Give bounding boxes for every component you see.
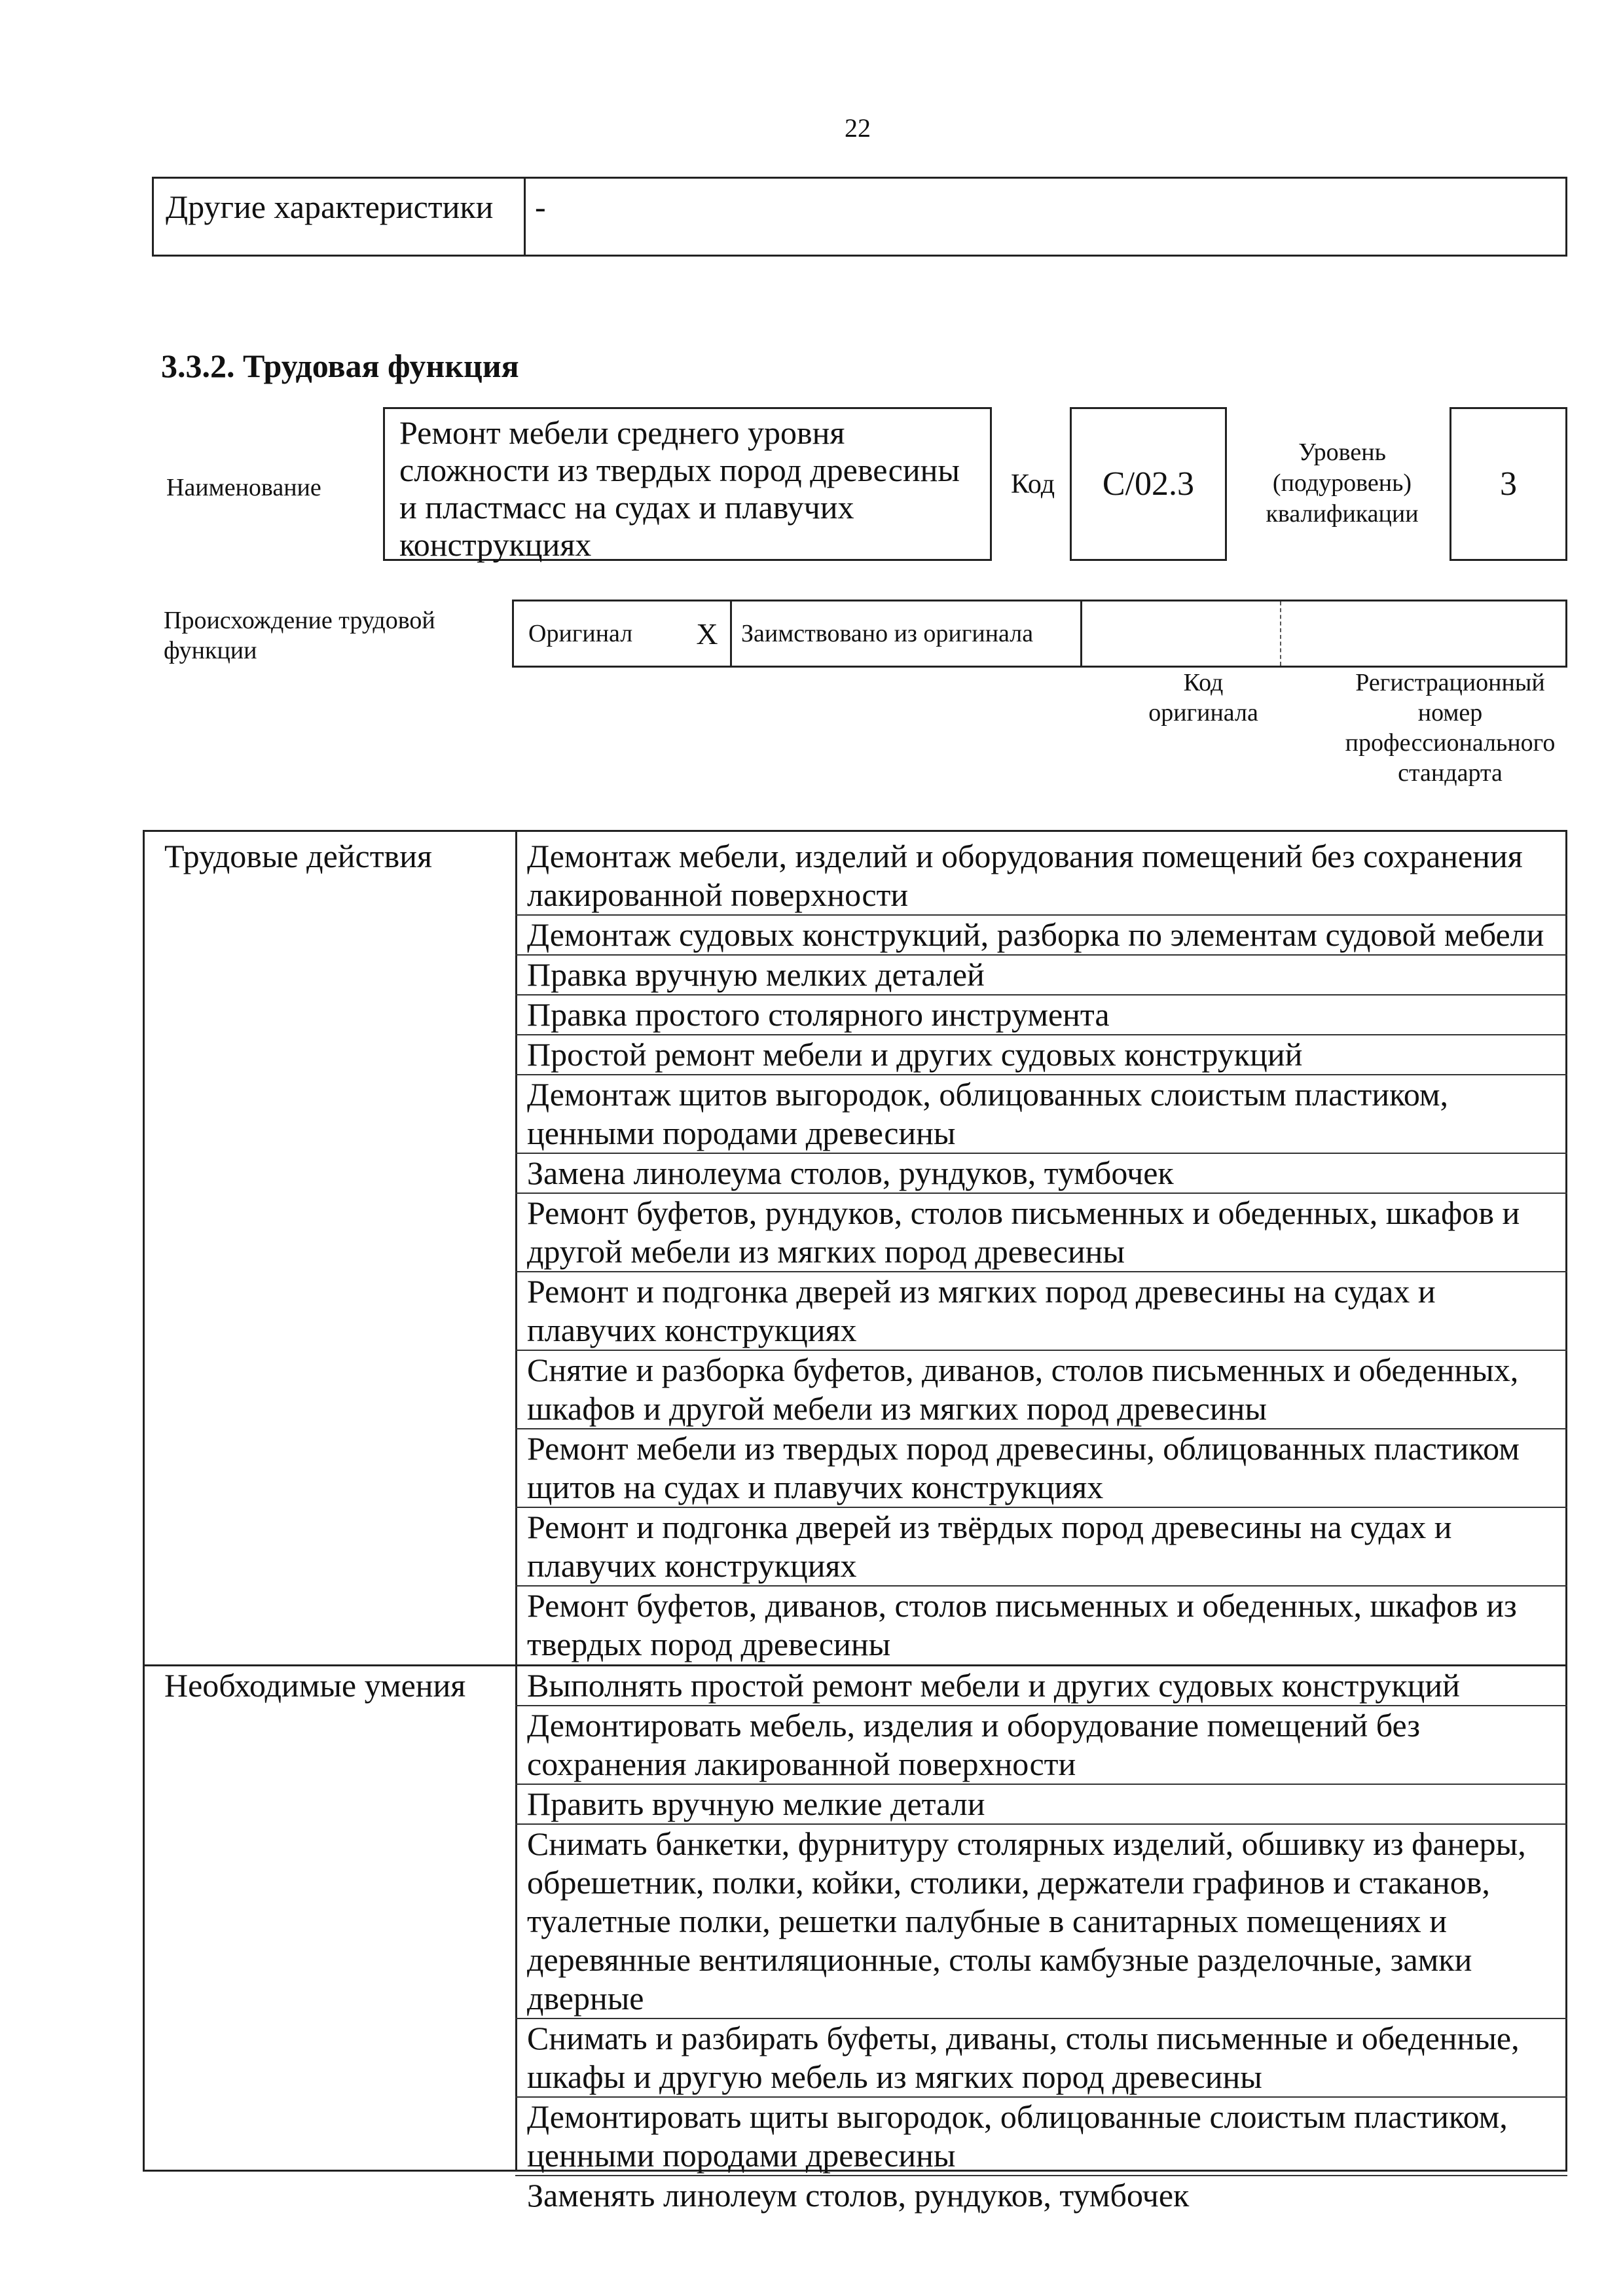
item-text-line: Замена линолеума столов, рундуков, тумбочек: [527, 1155, 1174, 1191]
function-name-line: сложности из твердых пород древесины: [399, 452, 960, 488]
labor-actions-item: [527, 1587, 1556, 1664]
item-text-line: ценными породами древесины: [527, 2137, 956, 2174]
item-text-line: Правка простого столярного инструмента: [527, 996, 1110, 1033]
origin-code-caption-line: оригинала: [1148, 699, 1258, 726]
requirements-table: [143, 830, 1567, 2214]
origin-reg-caption-line: номер: [1417, 699, 1483, 726]
origin-label-line: Происхождение трудовой: [164, 607, 435, 634]
page-number: 22: [845, 113, 871, 143]
item-text-line: Снятие и разборка буфетов, диванов, столов письменных и обеденных,: [527, 1352, 1519, 1388]
function-name-line: конструкциях: [399, 526, 592, 563]
labor-actions-item: [527, 1508, 1556, 1585]
other-characteristics-label: Другие характеристики: [154, 179, 526, 255]
item-text-line: Простой ремонт мебели и других судовых конструкций: [527, 1036, 1303, 1073]
item-text-line: Ремонт буфетов, рундуков, столов письменных и обеденных, шкафов и: [527, 1194, 1520, 1231]
level-label-line: (подуровень): [1272, 469, 1412, 497]
item-text-line: Демонтаж судовых конструкций, разборка по элементам судовой мебели: [527, 916, 1544, 953]
labor-actions-item: [527, 1429, 1556, 1507]
other-characteristics-table: [152, 177, 1567, 257]
origin-code-caption: [1131, 668, 1275, 728]
item-text-line: Выполнять простой ремонт мебели и других судовых конструкций: [527, 1667, 1460, 1704]
item-text-line: Правка вручную мелких деталей: [527, 956, 985, 993]
item-text-line: дверные: [527, 1980, 644, 2017]
required-skills-item: [527, 2098, 1556, 2175]
item-text-line: Демонтаж мебели, изделий и оборудования помещений без сохранения: [527, 838, 1523, 874]
item-text-line: другой мебели из мягких пород древесины: [527, 1233, 1125, 1270]
level-label: [1244, 437, 1440, 529]
item-text-line: плавучих конструкциях: [527, 1312, 857, 1348]
labor-actions-item: [527, 1035, 1556, 1074]
labor-actions-item: [527, 1272, 1556, 1350]
item-text-line: Демонтировать мебель, изделия и оборудование помещений без: [527, 1707, 1421, 1744]
origin-reg-caption: [1322, 668, 1578, 788]
origin-reg-caption-line: профессионального: [1345, 729, 1556, 757]
code-value: C/02.3: [1070, 407, 1227, 561]
labor-actions-item: [527, 1194, 1556, 1271]
item-text-line: сохранения лакированной поверхности: [527, 1746, 1076, 1782]
required-skills-item: [527, 1706, 1556, 1784]
origin-table: [512, 600, 1567, 668]
level-label-line: квалификации: [1266, 500, 1419, 528]
function-name-line: Ремонт мебели среднего уровня: [399, 414, 845, 451]
column-divider: [515, 832, 517, 2170]
labor-actions-label: Трудовые действия: [164, 838, 432, 874]
labor-actions-item: [527, 837, 1556, 914]
labor-actions-item: [527, 916, 1556, 954]
origin-reg-number-cell: [1280, 601, 1569, 666]
item-text-line: туалетные полки, решетки палубные в санитарных помещениях и: [527, 1903, 1447, 1939]
labor-actions-item: [527, 996, 1556, 1034]
item-text-line: деревянные вентиляционные, столы камбузные разделочные, замки: [527, 1941, 1472, 1978]
labor-actions-item: [527, 956, 1556, 994]
required-skills-label: Необходимые умения: [164, 1667, 466, 1704]
item-text-line: твердых пород древесины: [527, 1626, 891, 1662]
item-text-line: шкафов и другой мебели из мягких пород древесины: [527, 1390, 1267, 1427]
origin-reg-caption-line: стандарта: [1398, 759, 1503, 787]
item-text-line: щитов на судах и плавучих конструкциях: [527, 1469, 1104, 1505]
item-text-line: Править вручную мелкие детали: [527, 1785, 985, 1822]
item-text-line: ценными породами древесины: [527, 1115, 956, 1151]
item-text-line: Ремонт мебели из твердых пород древесины, облицованных пластиком: [527, 1430, 1520, 1467]
labor-actions-item: [527, 1351, 1556, 1428]
origin-original-mark: X: [696, 617, 718, 651]
name-label: Наименование: [166, 474, 321, 501]
required-skills-item: [527, 2176, 1556, 2215]
item-text-line: Ремонт буфетов, диванов, столов письменных и обеденных, шкафов из: [527, 1587, 1517, 1624]
labor-actions-item: [527, 1154, 1556, 1193]
item-text-line: плавучих конструкциях: [527, 1547, 857, 1584]
level-value: 3: [1450, 407, 1567, 561]
function-name-line: и пластмасс на судах и плавучих: [399, 489, 854, 526]
item-text-line: Ремонт и подгонка дверей из твёрдых пород древесины на судах и: [527, 1509, 1452, 1545]
item-text-line: Демонтаж щитов выгородок, облицованных слоистым пластиком,: [527, 1076, 1449, 1113]
origin-label: [164, 605, 504, 666]
code-label: Код: [1011, 469, 1055, 499]
origin-code-caption-line: Код: [1183, 669, 1224, 696]
origin-label-line: функции: [164, 637, 257, 664]
function-name-box: [383, 407, 992, 561]
required-skills-item: [527, 1825, 1556, 2018]
item-text-line: Заменять линолеум столов, рундуков, тумбочек: [527, 2177, 1190, 2214]
origin-borrowed-label: Заимствовано из оригинала: [730, 601, 1080, 666]
origin-original-label: Оригинал: [528, 620, 633, 647]
required-skills-item: [527, 1666, 1556, 1705]
item-text-line: Ремонт и подгонка дверей из мягких пород древесины на судах и: [527, 1273, 1436, 1310]
required-skills-item: [527, 1785, 1556, 1823]
item-text-line: шкафы и другую мебель из мягких пород древесины: [527, 2058, 1262, 2095]
origin-reg-caption-line: Регистрационный: [1355, 669, 1545, 696]
section-title: 3.3.2. Трудовая функция: [161, 348, 519, 384]
labor-actions-item: [527, 1075, 1556, 1153]
level-label-line: Уровень: [1298, 439, 1386, 466]
other-characteristics-value: -: [535, 188, 546, 225]
item-text-line: Снимать банкетки, фурнитуру столярных изделий, обшивку из фанеры,: [527, 1825, 1526, 1862]
item-text-line: Снимать и разбирать буфеты, диваны, столы письменные и обеденные,: [527, 2020, 1520, 2056]
item-text-line: лакированной поверхности: [527, 876, 909, 913]
origin-code-cell: [1080, 601, 1280, 666]
item-text-line: Демонтировать щиты выгородок, облицованные слоистым пластиком,: [527, 2098, 1508, 2135]
required-skills-item: [527, 2019, 1556, 2096]
item-text-line: обрешетник, полки, койки, столики, держатели графинов и стаканов,: [527, 1864, 1490, 1901]
